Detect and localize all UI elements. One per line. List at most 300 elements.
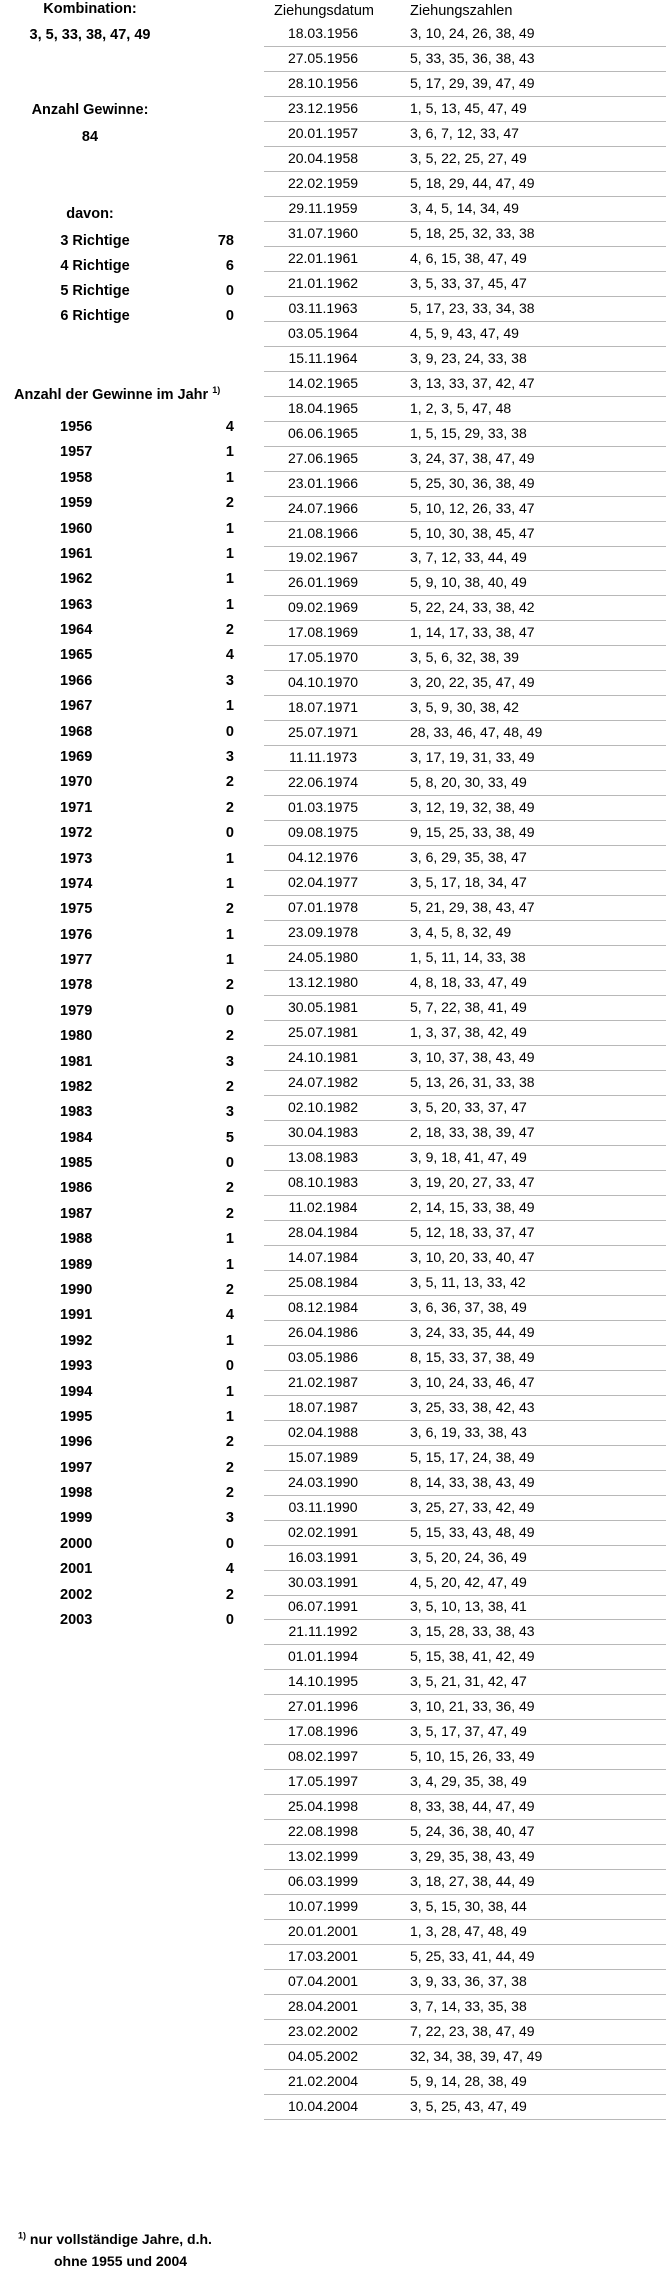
table-row [264,1169,666,1196]
year-label: 1984 [60,1130,93,1146]
year-count: 4 [225,647,234,663]
draw-date: 11.11.1973 [289,749,357,765]
draw-numbers: 5, 22, 24, 33, 38, 42 [410,599,535,615]
draw-numbers: 3, 4, 29, 35, 38, 49 [410,1773,527,1789]
draw-numbers: 3, 13, 33, 37, 42, 47 [410,375,535,391]
table-row [264,1693,666,1720]
kombination-value: 3, 5, 33, 38, 47, 49 [29,27,151,43]
draw-numbers: 5, 25, 30, 36, 38, 49 [410,475,535,491]
draw-numbers: 3, 29, 35, 38, 43, 49 [410,1848,535,1864]
draw-date: 26.01.1969 [287,574,359,590]
year-label: 1998 [60,1485,93,1501]
draw-date: 10.07.1999 [287,1898,359,1914]
draw-numbers: 1, 3, 28, 47, 48, 49 [410,1923,527,1939]
table-row [264,1319,666,1346]
year-label: 1988 [60,1231,93,1247]
table-row [264,1569,666,1596]
draw-numbers: 4, 5, 20, 42, 47, 49 [410,1574,527,1590]
year-count: 3 [225,749,234,765]
year-label: 1956 [60,419,93,435]
richtige-count: 0 [225,308,234,324]
year-label: 1962 [60,571,93,587]
table-row [264,1668,666,1695]
draw-date: 22.02.1959 [287,175,359,191]
table-row [264,20,666,47]
draw-date: 27.06.1965 [287,450,359,466]
year-label: 1995 [60,1409,93,1425]
draw-date: 25.07.1971 [287,724,359,740]
table-row [264,1943,666,1970]
year-label: 1957 [60,444,93,460]
year-label: 1963 [60,597,93,613]
table-row [264,95,666,122]
draw-numbers: 1, 5, 11, 14, 33, 38 [410,949,526,965]
year-label: 1982 [60,1079,93,1095]
table-row [264,1768,666,1795]
draw-date: 07.04.2001 [287,1973,359,1989]
richtige-label: 5 Richtige [60,283,130,299]
table-row [264,45,666,72]
draw-numbers: 9, 15, 25, 33, 38, 49 [410,824,535,840]
table-row [264,2018,666,2045]
table-row [264,220,666,247]
draw-date: 01.01.1994 [287,1648,359,1664]
year-label: 1981 [60,1054,93,1070]
year-label: 1996 [60,1434,93,1450]
table-row [264,470,666,497]
year-count: 4 [225,1307,234,1323]
draw-date: 22.08.1998 [287,1823,359,1839]
footnote-line2: ohne 1955 und 2004 [54,2253,188,2269]
draw-date: 21.11.1992 [288,1623,358,1639]
table-row [264,1818,666,1845]
table-row [264,1294,666,1321]
year-count: 2 [225,495,234,511]
draw-date: 17.03.2001 [287,1948,359,1964]
table-row [264,420,666,447]
draw-numbers: 1, 2, 3, 5, 47, 48 [410,400,512,416]
draw-numbers: 3, 24, 33, 35, 44, 49 [410,1324,535,1340]
draw-numbers: 1, 5, 15, 29, 33, 38 [410,425,527,441]
table-row [264,769,666,796]
draw-numbers: 3, 9, 23, 24, 33, 38 [410,350,527,366]
table-row [264,919,666,946]
draw-date: 01.03.1975 [287,799,359,815]
table-row [264,70,666,97]
draw-numbers: 3, 9, 18, 41, 47, 49 [410,1149,527,1165]
draw-numbers: 1, 5, 13, 45, 47, 49 [410,100,527,116]
draw-numbers: 3, 5, 15, 30, 38, 44 [410,1898,527,1914]
draw-numbers: 3, 4, 5, 14, 34, 49 [410,200,519,216]
table-row [264,145,666,172]
draw-date: 04.05.2002 [287,2048,359,2064]
year-count: 1 [225,1257,234,1273]
table-row [264,1144,666,1171]
year-count: 1 [225,470,234,486]
year-count: 1 [225,952,234,968]
table-row [264,719,666,746]
year-label: 1994 [60,1384,93,1400]
draw-date: 20.01.1957 [287,125,359,141]
year-count: 2 [225,800,234,816]
draw-date: 15.11.1964 [288,350,358,366]
year-count: 1 [225,876,234,892]
year-label: 1958 [60,470,93,486]
draw-date: 06.07.1991 [287,1598,359,1614]
year-label: 1966 [60,673,93,689]
table-row [264,295,666,322]
year-label: 1967 [60,698,93,714]
draw-date: 20.04.1958 [287,150,359,166]
draw-date: 25.08.1984 [287,1274,359,1290]
year-label: 1985 [60,1155,93,1171]
draw-date: 06.06.1965 [287,425,359,441]
draw-numbers: 3, 5, 9, 30, 38, 42 [410,699,519,715]
year-label: 1992 [60,1333,93,1349]
year-label: 1970 [60,774,93,790]
table-row [264,844,666,871]
table-row [264,969,666,996]
year-count: 0 [225,1155,234,1171]
kombination-label: Kombination: [43,1,137,17]
draw-numbers: 3, 12, 19, 32, 38, 49 [410,799,535,815]
draw-date: 09.08.1975 [287,824,359,840]
year-label: 2000 [60,1536,93,1552]
draw-date: 25.07.1981 [287,1024,359,1040]
draw-numbers: 3, 10, 37, 38, 43, 49 [410,1049,535,1065]
draw-numbers: 3, 7, 14, 33, 35, 38 [410,1998,527,2014]
table-row [264,1743,666,1770]
draw-date: 23.01.1966 [287,475,359,491]
draw-date: 13.12.1980 [287,974,359,990]
year-label: 1980 [60,1028,93,1044]
draw-numbers: 3, 5, 25, 43, 47, 49 [410,2098,527,2114]
draw-date: 24.05.1980 [287,949,359,965]
year-count: 2 [225,1180,234,1196]
draw-numbers: 3, 17, 19, 31, 33, 49 [410,749,535,765]
table-row [264,669,666,696]
anzahl-gewinne-label: Anzahl Gewinne: [31,102,149,118]
draw-date: 03.05.1986 [287,1349,359,1365]
draw-numbers: 5, 17, 29, 39, 47, 49 [410,75,535,91]
table-row [264,1718,666,1745]
draw-date: 04.10.1970 [287,674,359,690]
draw-numbers: 3, 5, 22, 25, 27, 49 [410,150,527,166]
table-row [264,1593,666,1620]
draw-date: 18.04.1965 [287,400,359,416]
draw-date: 04.12.1976 [287,849,359,865]
draw-date: 27.05.1956 [287,50,359,66]
table-row [264,1444,666,1471]
draw-date: 19.02.1967 [287,549,359,565]
year-count: 5 [225,1130,234,1146]
table-row [264,1968,666,1995]
draw-date: 21.01.1962 [287,275,359,291]
year-count: 2 [225,1485,234,1501]
draw-numbers: 5, 9, 10, 38, 40, 49 [410,574,527,590]
draw-date: 20.01.2001 [287,1923,359,1939]
year-label: 1972 [60,825,93,841]
table-row [264,1494,666,1521]
table-row [264,994,666,1021]
year-count: 0 [225,1612,234,1628]
draw-date: 24.07.1966 [287,500,359,516]
table-row [264,1618,666,1645]
draw-numbers: 3, 7, 12, 33, 44, 49 [410,549,527,565]
draw-date: 30.03.1991 [287,1574,359,1590]
draw-date: 24.10.1981 [287,1049,359,1065]
table-row [264,2043,666,2070]
draw-numbers: 3, 20, 22, 35, 47, 49 [410,674,535,690]
draw-numbers: 5, 10, 12, 26, 33, 47 [410,500,535,516]
year-label: 1964 [60,622,93,638]
year-count: 3 [225,1104,234,1120]
draw-date: 02.02.1991 [287,1524,359,1540]
year-count: 2 [225,1434,234,1450]
draw-date: 21.08.1966 [287,525,359,541]
draw-date: 23.09.1978 [287,924,359,940]
richtige-label: 3 Richtige [60,233,130,249]
draw-numbers: 5, 18, 25, 32, 33, 38 [410,225,535,241]
draw-date: 03.11.1963 [288,300,358,316]
table-row [264,944,666,971]
table-row [264,170,666,197]
draw-date: 07.01.1978 [287,899,359,915]
draw-numbers: 1, 3, 37, 38, 42, 49 [410,1024,527,1040]
draw-numbers: 3, 5, 11, 13, 33, 42 [410,1274,526,1290]
table-row [264,2093,666,2120]
table-row [264,195,666,222]
draw-date: 08.12.1984 [287,1299,359,1315]
year-label: 2001 [60,1561,93,1577]
year-count: 1 [225,851,234,867]
year-count: 2 [225,1206,234,1222]
footnote-line1: $^{1)}$ nur vollständige Jahre, d.h. [18,2230,212,2247]
year-label: 1969 [60,749,93,765]
table-row [264,1244,666,1271]
year-label: 1979 [60,1003,93,1019]
draw-date: 13.08.1983 [287,1149,359,1165]
table-row [264,894,666,921]
table-row [264,1194,666,1221]
table-row [264,370,666,397]
table-row [264,569,666,596]
draw-date: 18.07.1987 [287,1399,359,1415]
draw-date: 31.07.1960 [287,225,359,241]
draw-date: 21.02.2004 [287,2073,359,2089]
draw-numbers: 3, 25, 33, 38, 42, 43 [410,1399,535,1415]
draw-numbers: 28, 33, 46, 47, 48, 49 [410,724,543,740]
draw-numbers: 5, 13, 26, 31, 33, 38 [410,1074,535,1090]
draw-numbers: 8, 15, 33, 37, 38, 49 [410,1349,535,1365]
draw-numbers: 7, 22, 23, 38, 47, 49 [410,2023,535,2039]
year-label: 1968 [60,724,93,740]
year-count: 1 [225,571,234,587]
draw-numbers: 5, 25, 33, 41, 44, 49 [410,1948,535,1964]
draw-date: 22.01.1961 [287,250,359,266]
draw-date: 02.04.1977 [287,874,359,890]
table-row [264,1044,666,1071]
year-label: 1987 [60,1206,93,1222]
draw-numbers: 3, 5, 33, 37, 45, 47 [410,275,527,291]
year-count: 2 [225,1587,234,1603]
year-label: 1990 [60,1282,93,1298]
draw-numbers: 3, 5, 20, 33, 37, 47 [410,1099,527,1115]
year-count: 1 [225,927,234,943]
draw-numbers: 3, 10, 24, 33, 46, 47 [410,1374,535,1390]
year-count: 1 [225,444,234,460]
year-count: 0 [225,1358,234,1374]
draw-numbers: 5, 33, 35, 36, 38, 43 [410,50,535,66]
draw-date: 02.04.1988 [287,1424,359,1440]
footnote-marker: 1) [212,385,221,396]
table-row [264,245,666,272]
year-count: 2 [225,901,234,917]
draw-numbers: 5, 12, 18, 33, 37, 47 [410,1224,535,1240]
draw-date: 21.02.1987 [287,1374,359,1390]
year-count: 1 [225,1231,234,1247]
draw-date: 14.07.1984 [287,1249,359,1265]
richtige-label: 6 Richtige [60,308,130,324]
year-count: 4 [225,419,234,435]
draw-numbers: 4, 8, 18, 33, 47, 49 [410,974,527,990]
table-row [264,1918,666,1945]
table-row [264,594,666,621]
year-count: 1 [225,521,234,537]
year-label: 1993 [60,1358,93,1374]
table-row [264,1344,666,1371]
draw-numbers: 3, 6, 36, 37, 38, 49 [410,1299,527,1315]
draw-date: 28.04.2001 [287,1998,359,2014]
table-row [264,345,666,372]
draw-numbers: 3, 5, 17, 18, 34, 47 [410,874,527,890]
table-row [264,120,666,147]
table-row [264,1993,666,2020]
year-label: 1991 [60,1307,93,1323]
table-row [264,1219,666,1246]
table-row [264,1893,666,1920]
draw-date: 03.05.1964 [287,325,359,341]
draw-date: 28.04.1984 [287,1224,359,1240]
draw-date: 28.10.1956 [287,75,359,91]
year-count: 1 [225,546,234,562]
draw-numbers: 3, 25, 27, 33, 42, 49 [410,1499,535,1515]
draw-date: 10.04.2004 [287,2098,359,2114]
draw-numbers: 5, 15, 38, 41, 42, 49 [410,1648,535,1664]
draw-numbers: 3, 18, 27, 38, 44, 49 [410,1873,535,1889]
year-label: 1973 [60,851,93,867]
year-count: 1 [225,1409,234,1425]
draw-date: 17.08.1969 [287,624,359,640]
year-label: 1989 [60,1257,93,1273]
draw-date: 03.11.1990 [288,1499,358,1515]
header-date: Ziehungsdatum [274,3,374,19]
draw-numbers: 5, 10, 30, 38, 45, 47 [410,525,535,541]
draw-date: 24.03.1990 [287,1474,359,1490]
draw-date: 27.01.1996 [287,1698,359,1714]
draw-date: 24.07.1982 [287,1074,359,1090]
draw-date: 16.03.1991 [287,1549,359,1565]
year-label: 1978 [60,977,93,993]
table-row [264,1843,666,1870]
draw-numbers: 3, 5, 21, 31, 42, 47 [410,1673,527,1689]
draw-numbers: 3, 10, 21, 33, 36, 49 [410,1698,535,1714]
draw-date: 26.04.1986 [287,1324,359,1340]
draw-date: 23.12.1956 [287,100,359,116]
year-count: 3 [225,1054,234,1070]
year-label: 1983 [60,1104,93,1120]
draw-numbers: 5, 8, 20, 30, 33, 49 [410,774,527,790]
draw-date: 08.10.1983 [287,1174,359,1190]
draw-numbers: 8, 14, 33, 38, 43, 49 [410,1474,535,1490]
draw-numbers: 3, 24, 37, 38, 47, 49 [410,450,535,466]
table-row [264,694,666,721]
draw-date: 09.02.1969 [287,599,359,615]
draw-numbers: 3, 4, 5, 8, 32, 49 [410,924,512,940]
table-row [264,869,666,896]
year-count: 0 [225,1003,234,1019]
year-count: 0 [225,825,234,841]
year-count: 0 [225,1536,234,1552]
draw-date: 02.10.1982 [287,1099,359,1115]
year-count: 2 [225,774,234,790]
draw-numbers: 3, 5, 6, 32, 38, 39 [410,649,519,665]
draw-numbers: 3, 9, 33, 36, 37, 38 [410,1973,527,1989]
draw-numbers: 3, 5, 20, 24, 36, 49 [410,1549,527,1565]
draw-numbers: 5, 18, 29, 44, 47, 49 [410,175,535,191]
draw-date: 30.05.1981 [287,999,359,1015]
year-count: 2 [225,622,234,638]
year-label: 1997 [60,1460,93,1476]
year-label: 1965 [60,647,93,663]
table-row [264,1544,666,1571]
richtige-count: 78 [217,233,234,249]
year-count: 2 [225,977,234,993]
table-row [264,395,666,422]
table-row [264,1643,666,1670]
anzahl-gewinne-value: 84 [81,129,99,145]
table-row [264,270,666,297]
table-row [264,1394,666,1421]
table-row [264,1019,666,1046]
draw-date: 15.07.1989 [287,1449,359,1465]
year-label: 1959 [60,495,93,511]
draw-numbers: 1, 14, 17, 33, 38, 47 [410,624,535,640]
draw-numbers: 5, 10, 15, 26, 33, 49 [410,1748,535,1764]
table-row [264,495,666,522]
draw-date: 14.02.1965 [287,375,359,391]
draw-numbers: 3, 10, 24, 26, 38, 49 [410,25,535,41]
richtige-count: 6 [225,258,234,274]
year-label: 1976 [60,927,93,943]
draw-numbers: 3, 5, 17, 37, 47, 49 [410,1723,527,1739]
draw-numbers: 3, 15, 28, 33, 38, 43 [410,1623,535,1639]
table-row [264,1868,666,1895]
year-count: 1 [225,698,234,714]
year-label: 1999 [60,1510,93,1526]
year-label: 1977 [60,952,93,968]
richtige-count: 0 [225,283,234,299]
table-row [264,520,666,547]
year-count: 0 [225,724,234,740]
header-numbers: Ziehungszahlen [410,3,513,19]
draw-date: 17.05.1997 [287,1773,359,1789]
draw-numbers: 3, 6, 7, 12, 33, 47 [410,125,519,141]
draw-numbers: 5, 7, 22, 38, 41, 49 [410,999,527,1015]
draw-date: 18.07.1971 [287,699,359,715]
year-count: 2 [225,1079,234,1095]
year-label: 1975 [60,901,93,917]
